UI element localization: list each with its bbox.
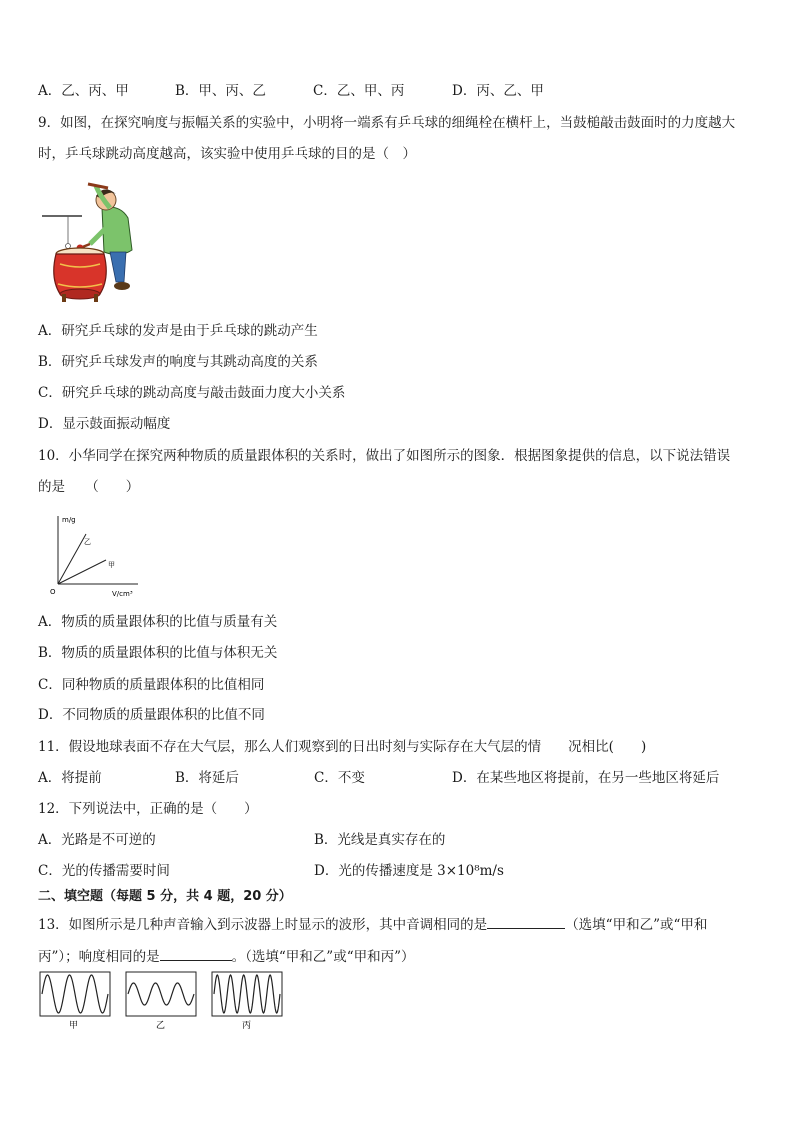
waveform-bing-label: 丙: [242, 1021, 252, 1031]
graph-line-yi-label: 乙: [84, 538, 91, 546]
q8-option-d: D．丙、乙、甲: [452, 83, 544, 99]
q8-option-c: C．乙、甲、丙: [313, 83, 405, 99]
q9-stem-line2: 时，乒乓球跳动高度越高，该实验中使用乒乓球的目的是（ ）: [38, 146, 416, 162]
q12-option-c: C．光的传播需要时间: [38, 863, 170, 879]
q11-option-d: D．在某些地区将提前，在另一些地区将延后: [452, 770, 720, 786]
q9-option-d: D．显示鼓面振动幅度: [38, 416, 171, 432]
q10-option-d: D．不同物质的质量跟体积的比值不同: [38, 707, 265, 723]
q12-stem: 12．下列说法中，正确的是（ ）: [38, 801, 258, 817]
q10-option-a: A．物质的质量跟体积的比值与质量有关: [38, 614, 278, 630]
waveform-bing: [214, 975, 280, 1013]
q12-option-d: D．光的传播速度是 3×10⁸m/s: [314, 863, 504, 879]
q9-option-c: C．研究乒乓球的跳动高度与敲击鼓面力度大小关系: [38, 385, 346, 401]
q11-stem: 11．假设地球表面不存在大气层，那么人们观察到的日出时刻与实际存在大气层的情 况相比( ): [38, 739, 647, 755]
graph-x-label: V/cm³: [112, 590, 133, 598]
q8-option-b: B．甲、丙、乙: [175, 83, 266, 99]
q12-option-b: B．光线是真实存在的: [314, 832, 446, 848]
q13-stem-line1: [38, 914, 707, 934]
graph-y-label: m/g: [62, 516, 76, 524]
q9-option-a: A．研究乒乓球的发声是由于乒乓球的跳动产生: [38, 323, 318, 339]
q13-line2-text-b: 。（选填“甲和乙”或“甲和丙”）: [231, 949, 415, 965]
q13-blank-2[interactable]: [160, 946, 232, 961]
waveform-yi-label: 乙: [156, 1021, 166, 1031]
q13-stem-line2: [38, 946, 415, 966]
q13-line1-text-a: 13．如图所示是几种声音输入到示波器上时显示的波形，其中音调相同的是: [38, 917, 488, 933]
graph-origin-label: O: [50, 588, 56, 596]
mass-volume-graph: [48, 510, 148, 600]
graph-line-jia-label: 甲: [108, 561, 115, 569]
q10-option-b: B．物质的质量跟体积的比值与体积无关: [38, 645, 278, 661]
q9-stem-line1: 9．如图，在探究响度与振幅关系的实验中，小明将一端系有乒乓球的细绳栓在横杆上，当鼓槌敲击鼓面时的力度越大: [38, 115, 736, 131]
q12-option-a: A．光路是不可逆的: [38, 832, 156, 848]
waveform-jia-label: 甲: [69, 1021, 79, 1031]
q9-option-b: B．研究乒乓球发声的响度与其跳动高度的关系: [38, 354, 318, 370]
waveform-jia: [42, 975, 108, 1013]
q10-option-c: C．同种物质的质量跟体积的比值相同: [38, 677, 265, 693]
q11-option-b: B．将延后: [175, 770, 239, 786]
q11-option-a: A．将提前: [38, 770, 102, 786]
q10-stem-line2: 的是 （ ）: [38, 479, 140, 495]
q8-option-a: A．乙、丙、甲: [38, 83, 129, 99]
q13-line1-text-b: （选填“甲和乙”或“甲和: [565, 917, 708, 933]
section-2-title: 二、填空题（每题 5 分，共 4 题，20 分）: [38, 889, 292, 904]
q10-stem-line1: 10．小华同学在探究两种物质的质量跟体积的关系时，做出了如图所示的图象．根据图象提供的信息，以下说法错误: [38, 448, 731, 464]
q11-option-c: C．不变: [314, 770, 365, 786]
waveform-yi: [128, 983, 194, 1005]
q13-line2-text-a: 丙”）；响度相同的是: [38, 949, 160, 965]
drum-experiment-illustration: [40, 178, 150, 306]
q13-blank-1[interactable]: [487, 914, 565, 929]
oscilloscope-waveforms: [38, 970, 288, 1032]
